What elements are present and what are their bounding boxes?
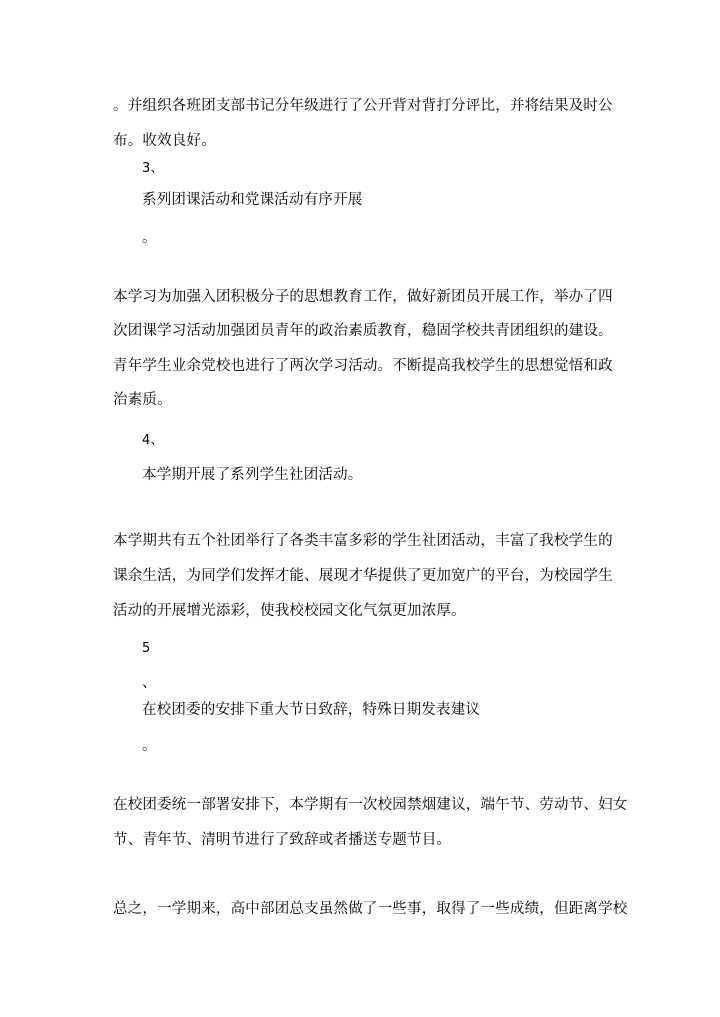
paragraph-line: 活动的开展增光添彩，使我校校园文化气氛更加浓厚。 (113, 603, 466, 619)
paragraph-line: 在校团委统一部署安排下，本学期有一次校园禁烟建议，端午节、劳动节、妇女 (113, 797, 628, 813)
paragraph-line: 。并组织各班团支部书记分年级进行了公开背对背打分评比，并将结果及时公 (113, 98, 613, 114)
section-heading: 系列团课活动和党课活动有序开展 (142, 192, 363, 208)
section-number: 3、 (142, 161, 164, 176)
paragraph-line: 节、青年节、清明节进行了致辞或者播送专题节目。 (113, 832, 452, 848)
paragraph-line: 治素质。 (113, 392, 172, 408)
paragraph-line: 青年学生业余党校也进行了两次学习活动。不断提高我校学生的思想觉悟和政 (113, 358, 613, 374)
paragraph-line: 本学期共有五个社团举行了各类丰富多彩的学生社团活动，丰富了我校学生的 (113, 533, 613, 549)
section-heading: 本学期开展了系列学生社团活动。 (142, 467, 363, 483)
paragraph-line: 总之，一学期来，高中部团总支虽然做了一些事，取得了一些成绩，但距离学校 (113, 901, 628, 917)
section-number: 5 (142, 641, 151, 656)
heading-end-mark: 。 (142, 738, 157, 754)
section-heading: 在校团委的安排下重大节日致辞，特殊日期发表建议 (142, 702, 481, 718)
paragraph-line: 布。收效良好。 (113, 133, 216, 149)
paragraph-line: 次团课学习活动加强团员青年的政治素质教育，稳固学校共青团组织的建设。 (113, 323, 613, 339)
section-number: 4、 (142, 433, 164, 448)
section-number-mark: 、 (142, 675, 157, 691)
paragraph-line: 本学习为加强入团积极分子的思想教育工作，做好新团员开展工作，举办了四 (113, 289, 613, 305)
heading-end-mark: 。 (142, 230, 157, 246)
paragraph-line: 课余生活，为同学们发挥才能、展现才华提供了更加宽广的平台，为校园学生 (113, 568, 613, 584)
